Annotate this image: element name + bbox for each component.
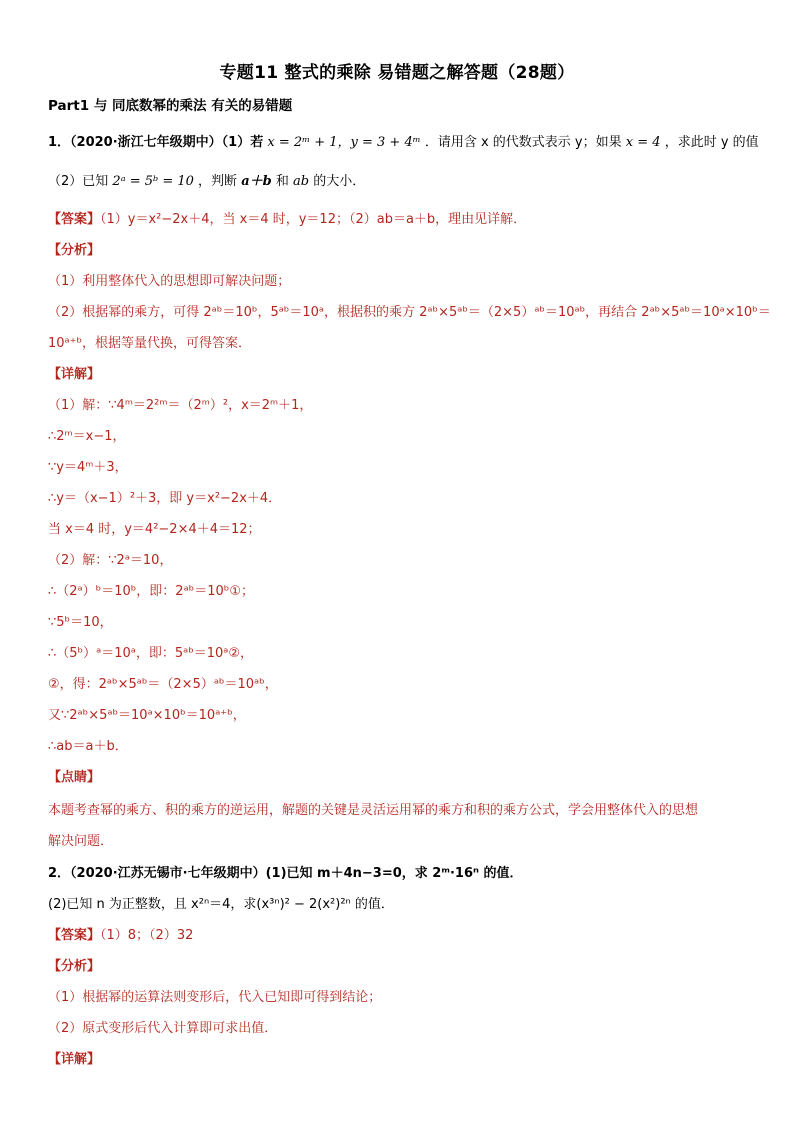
- q2-answer-tag: 【答案】: [48, 928, 101, 943]
- q1-stem2-c: 和: [275, 174, 289, 189]
- q1-stem-b: ．请用含 x 的代数式表示 y；如果: [424, 135, 622, 150]
- q1-stem-formula: x = 2ᵐ + 1，y = 3 + 4ᵐ: [267, 135, 421, 150]
- q1-stem-x4: x = 4: [625, 135, 661, 150]
- q1-detail-1: （1）解：∵4ᵐ＝2²ᵐ＝（2ᵐ）²，x＝2ᵐ＋1，: [48, 398, 313, 413]
- q1-analysis-2: （2）根据幂的乘方，可得 2ᵃᵇ＝10ᵇ，5ᵃᵇ＝10ᵃ，根据积的乘方 2ᵃᵇ×5ᵃᵇ＝（2×5）ᵃᵇ＝10ᵃᵇ，再结合 2ᵃᵇ×5ᵃᵇ＝10ᵃ×10ᵇ＝: [48, 305, 771, 320]
- q1-detail-2: ∴2ᵐ＝x−1，: [48, 429, 126, 444]
- q2-analysis-1: （1）根据幂的运算法则变形后，代入已知即可得到结论；: [48, 990, 382, 1005]
- q2-stem-line1: 2．（2020·江苏无锡市·七年级期中）(1)已知 m＋4n−3=0，求 2ᵐ·16ⁿ 的值．: [48, 866, 523, 881]
- q1-detail-11: 又∵2ᵃᵇ×5ᵃᵇ＝10ᵃ×10ᵇ＝10ᵃ⁺ᵇ，: [48, 708, 246, 723]
- q1-detail-6: （2）解：∵2ᵃ＝10，: [48, 553, 173, 568]
- q1-stem2-sum: a＋b: [241, 174, 272, 189]
- q1-analysis-1: （1）利用整体代入的思想即可解决问题；: [48, 274, 291, 289]
- q1-stem-line1: [48, 134, 759, 152]
- q2-answer-text: （1）8；（2）32: [100, 928, 194, 943]
- q2-analysis-tag: 【分析】: [48, 959, 101, 974]
- page-title: 专题11 整式的乘除 易错题之解答题（28题）: [219, 63, 575, 83]
- q1-analysis-tag: 【分析】: [48, 243, 101, 258]
- q1-comment-1: 本题考查幂的乘方、积的乘方的逆运用，解题的关键是灵活运用幂的乘方和积的乘方公式，学会用整体代入的思想: [48, 803, 699, 818]
- q1-detail-10: ②，得：2ᵃᵇ×5ᵃᵇ＝（2×5）ᵃᵇ＝10ᵃᵇ，: [48, 677, 278, 692]
- q1-detail-5: 当 x＝4 时，y＝4²−2×4＋4＝12；: [48, 522, 261, 537]
- section-heading-part1: Part1 与 同底数幂的乘法 有关的易错题: [48, 98, 293, 114]
- q1-analysis-3: 10ᵃ⁺ᵇ，根据等量代换，可得答案．: [48, 336, 252, 351]
- q1-stem2-product: ab: [293, 174, 310, 189]
- q1-detail-12: ∴ab＝a＋b．: [48, 739, 128, 754]
- q1-answer-line: [48, 211, 748, 229]
- q1-stem-a: 1．（2020·浙江七年级期中）（1）若: [48, 135, 264, 150]
- q1-detail-9: ∴（5ᵇ）ᵃ＝10ᵃ，即：5ᵃᵇ＝10ᵃ②，: [48, 646, 254, 661]
- q1-detail-7: ∴（2ᵃ）ᵇ＝10ᵇ，即：2ᵃᵇ＝10ᵇ①；: [48, 584, 255, 599]
- q1-comment-tag: 【点睛】: [48, 770, 101, 785]
- q1-detail-8: ∵5ᵇ＝10，: [48, 615, 113, 630]
- q2-answer-line: [48, 927, 748, 945]
- q1-detail-4: ∴y＝（x−1）²＋3，即 y＝x²−2x＋4．: [48, 491, 282, 506]
- q1-stem-c: ，求此时 y 的值: [664, 135, 759, 150]
- q1-answer-tag: 【答案】: [48, 212, 101, 227]
- q1-stem2-a: （2）已知: [48, 174, 109, 189]
- q1-stem-line2: [48, 173, 748, 191]
- q1-comment-2: 解决问题．: [48, 834, 114, 849]
- q1-answer-text: （1）y＝x²−2x＋4，当 x＝4 时，y＝12；（2）ab＝a＋b，理由见详解．: [100, 212, 527, 227]
- q2-stem-line2: (2)已知 n 为正整数，且 x²ⁿ＝4，求(x³ⁿ)² − 2(x²)²ⁿ 的值．: [48, 897, 394, 912]
- q1-stem2-formula: 2ᵃ = 5ᵇ = 10: [112, 174, 194, 189]
- q1-stem2-d: 的大小．: [313, 174, 366, 189]
- q2-analysis-2: （2）原式变形后代入计算即可求出值．: [48, 1021, 278, 1036]
- q1-detail-3: ∵y＝4ᵐ＋3，: [48, 460, 128, 475]
- q1-stem2-b: ，判断: [198, 174, 238, 189]
- q1-detail-tag: 【详解】: [48, 367, 101, 382]
- q2-detail-tag: 【详解】: [48, 1052, 101, 1067]
